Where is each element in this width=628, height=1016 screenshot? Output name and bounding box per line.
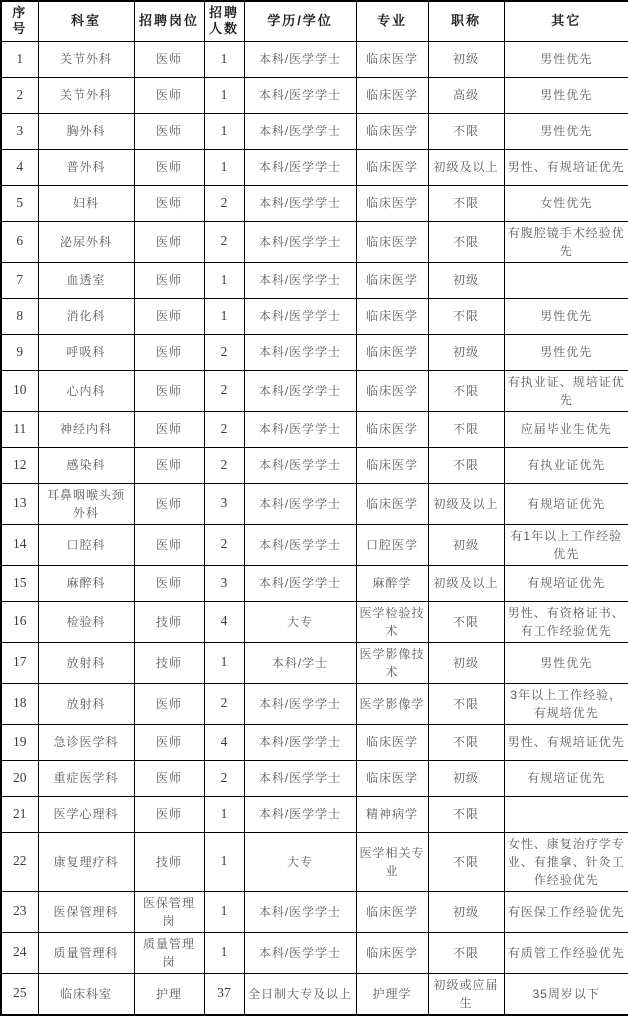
table-cell-dept: 耳鼻咽喉头颈外科 xyxy=(38,483,134,524)
table-cell-major: 临床医学 xyxy=(356,262,428,298)
table-cell-position: 医师 xyxy=(134,760,204,796)
table-cell-position: 医师 xyxy=(134,221,204,262)
table-cell-major: 临床医学 xyxy=(356,724,428,760)
table-header xyxy=(1,1,628,41)
table-cell-title: 初级及以上 xyxy=(428,483,504,524)
table-cell-position: 医师 xyxy=(134,77,204,113)
table-cell-other xyxy=(504,262,628,298)
table-cell-no: 24 xyxy=(1,932,38,973)
table-cell-major: 临床医学 xyxy=(356,483,428,524)
table-cell-dept: 妇科 xyxy=(38,185,134,221)
table-cell-count: 2 xyxy=(204,447,244,483)
table-cell-title: 初级及以上 xyxy=(428,149,504,185)
table-cell-title: 不限 xyxy=(428,298,504,334)
table-cell-no: 11 xyxy=(1,411,38,447)
table-cell-education: 本科/医学学士 xyxy=(244,221,356,262)
table-cell-major: 医学相关专业 xyxy=(356,832,428,891)
table-cell-education: 本科/医学学士 xyxy=(244,334,356,370)
table-cell-count: 2 xyxy=(204,370,244,411)
table-cell-title: 不限 xyxy=(428,796,504,832)
table-cell-title: 初级 xyxy=(428,524,504,565)
table-cell-position: 护理 xyxy=(134,973,204,1015)
table-cell-education: 本科/医学学士 xyxy=(244,483,356,524)
table-cell-title: 不限 xyxy=(428,411,504,447)
table-cell-count: 1 xyxy=(204,149,244,185)
table-cell-title: 不限 xyxy=(428,113,504,149)
table-cell-major: 临床医学 xyxy=(356,447,428,483)
table-cell-position: 医师 xyxy=(134,370,204,411)
table-cell-other: 有规培证优先 xyxy=(504,565,628,601)
table-cell-education: 本科/医学学士 xyxy=(244,796,356,832)
table-cell-education: 本科/学士 xyxy=(244,642,356,683)
table-cell-other: 有执业证、规培证优先 xyxy=(504,370,628,411)
table-cell-dept: 心内科 xyxy=(38,370,134,411)
table-cell-dept: 质量管理科 xyxy=(38,932,134,973)
table-cell-dept: 消化科 xyxy=(38,298,134,334)
table-cell-no: 25 xyxy=(1,973,38,1015)
table-row xyxy=(1,77,628,113)
table-cell-count: 1 xyxy=(204,796,244,832)
table-row xyxy=(1,796,628,832)
table-cell-count: 1 xyxy=(204,891,244,932)
table-cell-title: 不限 xyxy=(428,447,504,483)
table-cell-other: 35周岁以下 xyxy=(504,973,628,1015)
table-row xyxy=(1,113,628,149)
table-cell-other: 有规培证优先 xyxy=(504,760,628,796)
column-header-dept: 科室 xyxy=(38,1,134,41)
table-cell-position: 医师 xyxy=(134,683,204,724)
table-cell-dept: 麻醉科 xyxy=(38,565,134,601)
table-cell-other: 男性优先 xyxy=(504,41,628,77)
table-row xyxy=(1,221,628,262)
table-cell-education: 大专 xyxy=(244,832,356,891)
table-cell-count: 1 xyxy=(204,932,244,973)
table-cell-major: 口腔医学 xyxy=(356,524,428,565)
table-cell-education: 本科/医学学士 xyxy=(244,185,356,221)
table-cell-education: 本科/医学学士 xyxy=(244,524,356,565)
table-cell-title: 不限 xyxy=(428,932,504,973)
table-cell-position: 医师 xyxy=(134,149,204,185)
table-cell-position: 医师 xyxy=(134,298,204,334)
column-header-position: 招聘岗位 xyxy=(134,1,204,41)
table-cell-education: 本科/医学学士 xyxy=(244,262,356,298)
table-cell-education: 全日制大专及以上 xyxy=(244,973,356,1015)
table-cell-count: 2 xyxy=(204,411,244,447)
table-cell-title: 初级 xyxy=(428,760,504,796)
table-cell-position: 医师 xyxy=(134,565,204,601)
table-cell-no: 6 xyxy=(1,221,38,262)
table-cell-dept: 胸外科 xyxy=(38,113,134,149)
column-header-title: 职称 xyxy=(428,1,504,41)
table-cell-other: 男性优先 xyxy=(504,77,628,113)
table-cell-position: 质量管理岗 xyxy=(134,932,204,973)
table-cell-no: 2 xyxy=(1,77,38,113)
table-cell-position: 医保管理岗 xyxy=(134,891,204,932)
table-cell-position: 医师 xyxy=(134,796,204,832)
table-cell-dept: 检验科 xyxy=(38,601,134,642)
table-cell-major: 临床医学 xyxy=(356,760,428,796)
table-cell-no: 15 xyxy=(1,565,38,601)
table-cell-dept: 关节外科 xyxy=(38,77,134,113)
table-cell-other: 男性、有规培证优先 xyxy=(504,149,628,185)
table-cell-title: 初级 xyxy=(428,334,504,370)
table-cell-no: 18 xyxy=(1,683,38,724)
table-cell-dept: 康复理疗科 xyxy=(38,832,134,891)
table-cell-position: 医师 xyxy=(134,447,204,483)
table-cell-no: 7 xyxy=(1,262,38,298)
table-row xyxy=(1,447,628,483)
table-cell-education: 本科/医学学士 xyxy=(244,565,356,601)
table-cell-dept: 感染科 xyxy=(38,447,134,483)
table-cell-no: 21 xyxy=(1,796,38,832)
table-cell-other: 应届毕业生优先 xyxy=(504,411,628,447)
table-cell-major: 临床医学 xyxy=(356,298,428,334)
table-cell-major: 临床医学 xyxy=(356,77,428,113)
table-cell-title: 初级或应届生 xyxy=(428,973,504,1015)
table-cell-count: 37 xyxy=(204,973,244,1015)
table-row xyxy=(1,891,628,932)
table-row xyxy=(1,411,628,447)
table-cell-title: 初级 xyxy=(428,642,504,683)
table-cell-major: 临床医学 xyxy=(356,221,428,262)
table-cell-other: 男性、有规培证优先 xyxy=(504,724,628,760)
table-row xyxy=(1,41,628,77)
table-cell-education: 本科/医学学士 xyxy=(244,891,356,932)
table-cell-position: 技师 xyxy=(134,832,204,891)
table-row xyxy=(1,760,628,796)
table-row xyxy=(1,370,628,411)
table-cell-education: 本科/医学学士 xyxy=(244,149,356,185)
column-header-education: 学历/学位 xyxy=(244,1,356,41)
table-cell-position: 医师 xyxy=(134,185,204,221)
table-cell-other: 男性优先 xyxy=(504,113,628,149)
column-header-count: 招聘人数 xyxy=(204,1,244,41)
table-cell-education: 本科/医学学士 xyxy=(244,724,356,760)
table-row xyxy=(1,642,628,683)
table-cell-position: 医师 xyxy=(134,483,204,524)
table-row xyxy=(1,483,628,524)
table-cell-no: 20 xyxy=(1,760,38,796)
table-cell-dept: 医保管理科 xyxy=(38,891,134,932)
table-cell-count: 1 xyxy=(204,642,244,683)
table-cell-count: 4 xyxy=(204,724,244,760)
table-cell-position: 医师 xyxy=(134,334,204,370)
table-cell-title: 不限 xyxy=(428,601,504,642)
table-cell-position: 医师 xyxy=(134,113,204,149)
table-cell-other: 男性优先 xyxy=(504,334,628,370)
table-cell-title: 不限 xyxy=(428,683,504,724)
table-cell-title: 初级及以上 xyxy=(428,565,504,601)
table-cell-position: 技师 xyxy=(134,642,204,683)
table-cell-major: 医学检验技术 xyxy=(356,601,428,642)
table-cell-no: 4 xyxy=(1,149,38,185)
table-cell-no: 22 xyxy=(1,832,38,891)
table-cell-count: 1 xyxy=(204,832,244,891)
table-cell-major: 临床医学 xyxy=(356,185,428,221)
table-cell-no: 19 xyxy=(1,724,38,760)
table-cell-dept: 医学心理科 xyxy=(38,796,134,832)
column-header-no: 序号 xyxy=(1,1,38,41)
table-row xyxy=(1,524,628,565)
table-cell-education: 本科/医学学士 xyxy=(244,41,356,77)
table-cell-education: 大专 xyxy=(244,601,356,642)
table-cell-dept: 呼吸科 xyxy=(38,334,134,370)
table-cell-dept: 临床科室 xyxy=(38,973,134,1015)
column-header-other: 其它 xyxy=(504,1,628,41)
table-cell-dept: 急诊医学科 xyxy=(38,724,134,760)
table-cell-major: 医学影像学 xyxy=(356,683,428,724)
table-cell-other: 有1年以上工作经验优先 xyxy=(504,524,628,565)
table-cell-major: 临床医学 xyxy=(356,113,428,149)
table-cell-dept: 关节外科 xyxy=(38,41,134,77)
table-cell-major: 临床医学 xyxy=(356,370,428,411)
table-cell-no: 5 xyxy=(1,185,38,221)
table-cell-no: 10 xyxy=(1,370,38,411)
table-cell-education: 本科/医学学士 xyxy=(244,370,356,411)
table-cell-no: 23 xyxy=(1,891,38,932)
table-row xyxy=(1,724,628,760)
table-cell-other: 有质管工作经验优先 xyxy=(504,932,628,973)
table-cell-major: 精神病学 xyxy=(356,796,428,832)
table-row xyxy=(1,334,628,370)
table-cell-count: 1 xyxy=(204,41,244,77)
table-cell-education: 本科/医学学士 xyxy=(244,683,356,724)
table-row xyxy=(1,932,628,973)
table-cell-other: 有腹腔镜手术经验优先 xyxy=(504,221,628,262)
table-cell-title: 不限 xyxy=(428,221,504,262)
table-cell-no: 1 xyxy=(1,41,38,77)
table-cell-education: 本科/医学学士 xyxy=(244,113,356,149)
table-cell-other: 男性优先 xyxy=(504,298,628,334)
table-cell-no: 17 xyxy=(1,642,38,683)
table-cell-no: 14 xyxy=(1,524,38,565)
table-row xyxy=(1,185,628,221)
table-cell-no: 13 xyxy=(1,483,38,524)
table-body xyxy=(1,41,628,1015)
column-header-major: 专业 xyxy=(356,1,428,41)
table-cell-count: 3 xyxy=(204,483,244,524)
table-cell-dept: 普外科 xyxy=(38,149,134,185)
table-cell-count: 1 xyxy=(204,262,244,298)
table-cell-title: 不限 xyxy=(428,832,504,891)
table-cell-other: 3年以上工作经验，有规培优先 xyxy=(504,683,628,724)
table-cell-position: 医师 xyxy=(134,524,204,565)
table-cell-other: 女性优先 xyxy=(504,185,628,221)
table-cell-major: 临床医学 xyxy=(356,41,428,77)
table-cell-position: 医师 xyxy=(134,262,204,298)
table-cell-other xyxy=(504,796,628,832)
table-cell-title: 初级 xyxy=(428,41,504,77)
table-cell-count: 2 xyxy=(204,334,244,370)
table-row xyxy=(1,262,628,298)
table-cell-major: 临床医学 xyxy=(356,149,428,185)
table-cell-no: 3 xyxy=(1,113,38,149)
table-cell-count: 4 xyxy=(204,601,244,642)
table-row xyxy=(1,832,628,891)
table-cell-dept: 放射科 xyxy=(38,642,134,683)
table-cell-dept: 血透室 xyxy=(38,262,134,298)
table-cell-no: 16 xyxy=(1,601,38,642)
table-cell-title: 初级 xyxy=(428,891,504,932)
table-cell-education: 本科/医学学士 xyxy=(244,411,356,447)
table-cell-title: 不限 xyxy=(428,370,504,411)
table-cell-dept: 泌尿外科 xyxy=(38,221,134,262)
table-cell-major: 临床医学 xyxy=(356,891,428,932)
table-row xyxy=(1,565,628,601)
table-cell-major: 临床医学 xyxy=(356,411,428,447)
table-cell-dept: 神经内科 xyxy=(38,411,134,447)
table-cell-education: 本科/医学学士 xyxy=(244,298,356,334)
table-cell-title: 初级 xyxy=(428,262,504,298)
table-cell-count: 1 xyxy=(204,77,244,113)
table-cell-no: 8 xyxy=(1,298,38,334)
table-cell-count: 2 xyxy=(204,760,244,796)
table-cell-count: 3 xyxy=(204,565,244,601)
table-row xyxy=(1,601,628,642)
table-cell-position: 技师 xyxy=(134,601,204,642)
table-cell-position: 医师 xyxy=(134,41,204,77)
table-cell-education: 本科/医学学士 xyxy=(244,447,356,483)
table-row xyxy=(1,149,628,185)
table-cell-other: 有执业证优先 xyxy=(504,447,628,483)
table-cell-education: 本科/医学学士 xyxy=(244,77,356,113)
table-cell-other: 有规培证优先 xyxy=(504,483,628,524)
table-cell-other: 有医保工作经验优先 xyxy=(504,891,628,932)
table-cell-count: 1 xyxy=(204,113,244,149)
table-cell-major: 医学影像技术 xyxy=(356,642,428,683)
table-cell-education: 本科/医学学士 xyxy=(244,760,356,796)
table-cell-title: 不限 xyxy=(428,724,504,760)
table-cell-education: 本科/医学学士 xyxy=(244,932,356,973)
table-cell-dept: 重症医学科 xyxy=(38,760,134,796)
table-row xyxy=(1,973,628,1015)
table-cell-dept: 放射科 xyxy=(38,683,134,724)
table-cell-dept: 口腔科 xyxy=(38,524,134,565)
table-cell-title: 不限 xyxy=(428,185,504,221)
table-cell-no: 9 xyxy=(1,334,38,370)
table-cell-count: 2 xyxy=(204,221,244,262)
table-cell-count: 1 xyxy=(204,298,244,334)
table-cell-count: 2 xyxy=(204,185,244,221)
table-cell-no: 12 xyxy=(1,447,38,483)
table-cell-major: 麻醉学 xyxy=(356,565,428,601)
table-cell-position: 医师 xyxy=(134,724,204,760)
table-row xyxy=(1,683,628,724)
header-row xyxy=(1,1,628,41)
table-cell-count: 2 xyxy=(204,683,244,724)
table-cell-major: 临床医学 xyxy=(356,334,428,370)
table-cell-title: 高级 xyxy=(428,77,504,113)
table-cell-position: 医师 xyxy=(134,411,204,447)
table-cell-other: 女性、康复治疗学专业、有推拿、针灸工作经验优先 xyxy=(504,832,628,891)
table-cell-major: 护理学 xyxy=(356,973,428,1015)
table-cell-count: 2 xyxy=(204,524,244,565)
table-cell-other: 男性、有资格证书、有工作经验优先 xyxy=(504,601,628,642)
table-cell-other: 男性优先 xyxy=(504,642,628,683)
table-cell-major: 临床医学 xyxy=(356,932,428,973)
table-row xyxy=(1,298,628,334)
